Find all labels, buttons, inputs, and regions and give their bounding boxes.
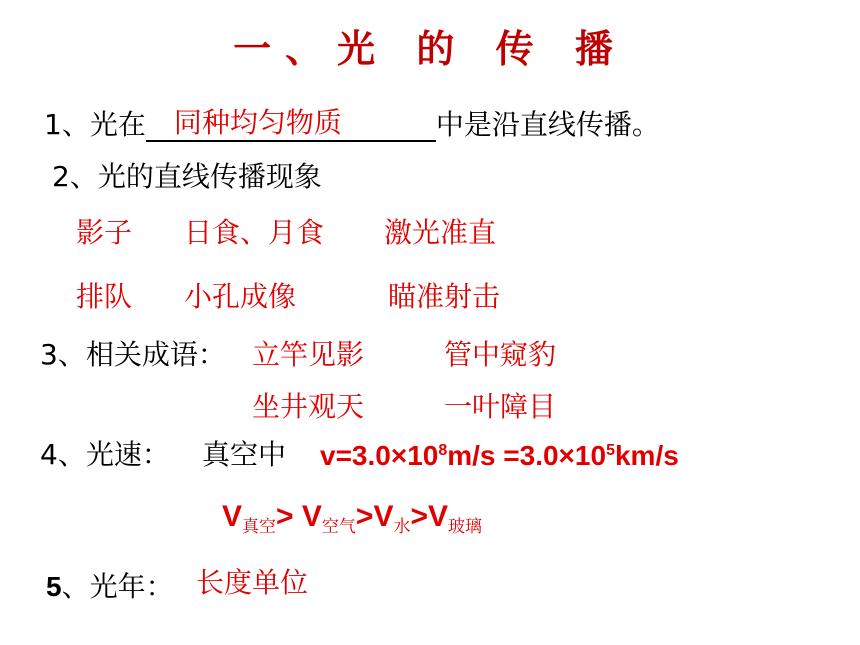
phenomenon-queue: 排队 xyxy=(76,280,133,313)
light-speed-value: $v=3.0\times 10^8m/s =3.0\times 10^5km/s$ xyxy=(320,440,679,471)
speed-comparison: $V_{真空}> V_{空气}>V_水>V_{玻璃}$ xyxy=(222,500,482,537)
item1-blank xyxy=(146,106,436,142)
idiom-2: 管中窥豹 xyxy=(444,338,557,371)
item3-label: 3、相关成语： xyxy=(40,338,226,371)
phenomenon-laser: 激光准直 xyxy=(384,216,497,249)
phenomenon-shadow: 影子 xyxy=(76,216,133,249)
item4-medium: 真空中 xyxy=(202,438,287,471)
item5-answer: 长度单位 xyxy=(196,566,309,599)
item1-suffix: 中是沿直线传播。 xyxy=(435,108,660,141)
idiom-3: 坐井观天 xyxy=(252,390,365,423)
idiom-1: 立竿见影 xyxy=(252,338,365,371)
item4-label: 4、光速： xyxy=(40,438,170,471)
page-title: 一、光 的 传 播 xyxy=(233,27,627,71)
item5-label: 5、光年： xyxy=(46,570,174,603)
phenomenon-aiming: 瞄准射击 xyxy=(388,280,501,313)
item1-prefix: 1、光在 xyxy=(44,108,146,141)
item1-answer: 同种均匀物质 xyxy=(173,106,342,139)
item2-heading: 2、光的直线传播现象 xyxy=(52,160,322,193)
phenomenon-eclipse: 日食、月食 xyxy=(184,216,325,249)
phenomenon-pinhole: 小孔成像 xyxy=(184,280,297,313)
item1-line xyxy=(44,108,660,142)
idiom-4: 一叶障目 xyxy=(444,390,557,423)
